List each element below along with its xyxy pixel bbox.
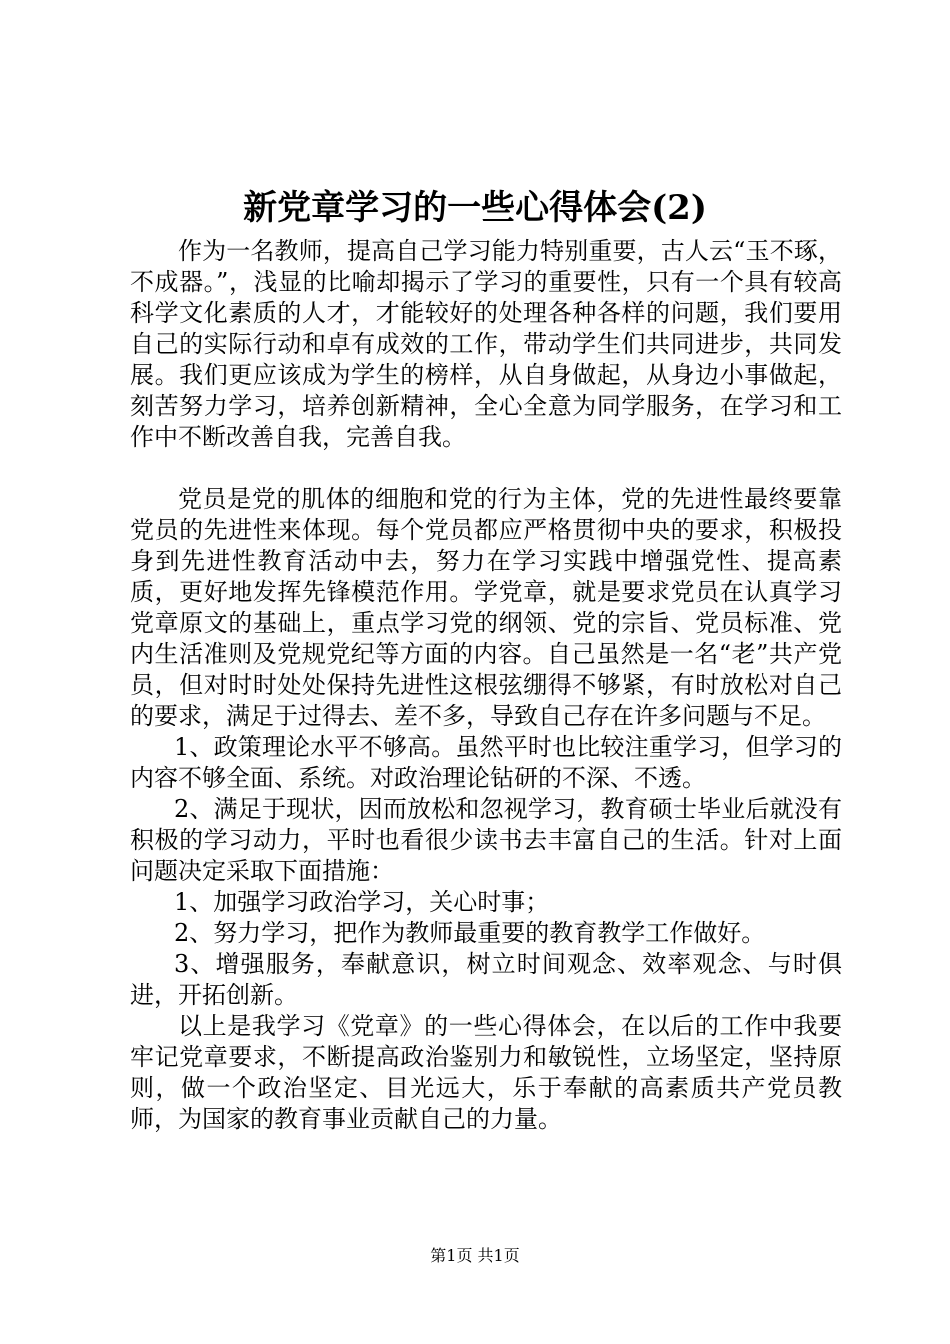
paragraph-conclusion: 以上是我学习《党章》的一些心得体会，在以后的工作中我要牢记党章要求，不断提高政治鉴别力和敏锐性，立场坚定，坚持原则，做一个政治坚定、目光远大，乐于奉献的高素质共产党员教师，为国家的教育事业贡献自己的力量。 [130, 1012, 842, 1133]
paragraph-problem-2: 2、满足于现状，因而放松和忽视学习，教育硕士毕业后就没有积极的学习动力，平时也看很少读书去丰富自己的生活。针对上面问题决定采取下面措施： [130, 795, 842, 885]
document-body [130, 236, 842, 1135]
paragraph-measure-2: 2、努力学习，把作为教师最重要的教育教学工作做好。 [174, 919, 766, 947]
paragraph-party-member: 党员是党的肌体的细胞和党的行为主体，党的先进性最终要靠党员的先进性来体现。每个党员都应严格贯彻中央的要求，积极投身到先进性教育活动中去，努力在学习实践中增强党性、提高素质，更好地发挥先锋模范作用。学党章，就是要求党员在认真学习党章原文的基础上，重点学习党的纲领、党的宗旨、党员标准、党内生活准则及党规党纪等方面的内容。自己虽然是一名“老”共产党员，但对时时处处保持先进性这根弦绷得不够紧，有时放松对自己的要求，满足于过得去、差不多，导致自己存在许多问题与不足。 [130, 485, 842, 730]
page-footer: 第1页 共1页 [430, 1246, 520, 1265]
paragraph-problem-1: 1、政策理论水平不够高。虽然平时也比较注重学习，但学习的内容不够全面、系统。对政治理论钻研的不深、不透。 [130, 733, 842, 792]
page-title: 新党章学习的一些心得体会(2) [243, 188, 707, 228]
paragraph-measure-1: 1、加强学习政治学习，关心时事； [174, 888, 550, 916]
paragraph-intro: 作为一名教师，提高自己学习能力特别重要，古人云“玉不琢，不成器。”，浅显的比喻却揭示了学习的重要性，只有一个具有较高科学文化素质的人才，才能较好的处理各种各样的问题，我们要用自己的实际行动和卓有成效的工作，带动学生们共同进步，共同发展。我们更应该成为学生的榜样，从自身做起，从身边小事做起，刻苦努力学习，培养创新精神，全心全意为同学服务，在学习和工作中不断改善自我，完善自我。 [130, 237, 842, 451]
paragraph-measure-3: 3、增强服务，奉献意识，树立时间观念、效率观念、与时俱进，开拓创新。 [130, 950, 842, 1009]
